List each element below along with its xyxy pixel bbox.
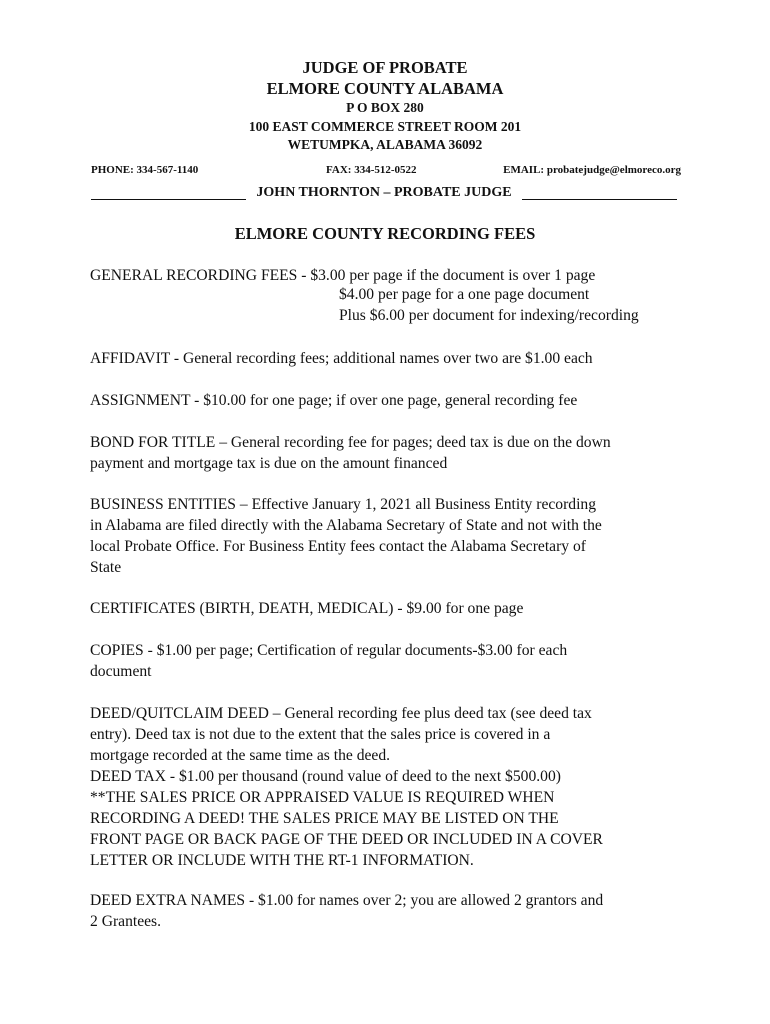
deed-notice-line: LETTER OR INCLUDE WITH THE RT-1 INFORMATION. bbox=[90, 852, 474, 869]
business-line: in Alabama are filed directly with the Alabama Secretary of State and not with the bbox=[90, 517, 602, 534]
business-section bbox=[90, 494, 690, 578]
bond-line: BOND FOR TITLE – General recording fee for pages; deed tax is due on the down bbox=[90, 434, 611, 451]
copies-line: COPIES - $1.00 per page; Certification of regular documents-$3.00 for each bbox=[90, 642, 568, 659]
deed-section bbox=[90, 703, 690, 871]
deed-tax-line: DEED TAX - $1.00 per thousand (round value of deed to the next $500.00) bbox=[90, 768, 561, 785]
general-fees-line: $4.00 per page for a one page document bbox=[339, 286, 590, 303]
city-address: WETUMPKA, ALABAMA 36092 bbox=[287, 137, 483, 152]
bond-line: payment and mortgage tax is due on the amount financed bbox=[90, 455, 448, 472]
contact-row bbox=[91, 164, 681, 180]
deed-line: mortgage recorded at the same time as the deed. bbox=[90, 747, 391, 764]
deed-notice-line: FRONT PAGE OR BACK PAGE OF THE DEED OR INCLUDED IN A COVER bbox=[90, 831, 603, 848]
page-title: ELMORE COUNTY RECORDING FEES bbox=[234, 224, 536, 243]
judge-name: JOHN THORNTON – PROBATE JUDGE bbox=[256, 185, 512, 200]
copies-section bbox=[90, 640, 690, 682]
business-line: BUSINESS ENTITIES – Effective January 1, 2021 all Business Entity recording bbox=[90, 496, 596, 513]
county-title: ELMORE COUNTY ALABAMA bbox=[266, 79, 504, 98]
extra-names-line: 2 Grantees. bbox=[90, 913, 162, 930]
deed-line: DEED/QUITCLAIM DEED – General recording fee plus deed tax (see deed tax bbox=[90, 705, 592, 722]
general-fees-line: GENERAL RECORDING FEES - $3.00 per page if the document is over 1 page bbox=[90, 267, 596, 284]
certificates-section bbox=[90, 598, 690, 619]
extra-names-line: DEED EXTRA NAMES - $1.00 for names over 2; you are allowed 2 grantors and bbox=[90, 892, 604, 909]
general-fees-section bbox=[90, 265, 690, 286]
deed-line: entry). Deed tax is not due to the extent that the sales price is covered in a bbox=[90, 726, 551, 743]
business-line: local Probate Office. For Business Entity fees contact the Alabama Secretary of bbox=[90, 538, 586, 555]
general-fees-line: Plus $6.00 per document for indexing/recording bbox=[339, 307, 639, 324]
left-rule bbox=[91, 189, 246, 200]
fax-number: FAX: 334-512-0522 bbox=[326, 164, 417, 176]
assignment-section bbox=[90, 390, 690, 411]
street-address: 100 EAST COMMERCE STREET ROOM 201 bbox=[248, 119, 522, 134]
extra-names-section bbox=[90, 890, 690, 932]
judge-line bbox=[91, 183, 677, 203]
deed-notice-line: RECORDING A DEED! THE SALES PRICE MAY BE LISTED ON THE bbox=[90, 810, 559, 827]
office-title: JUDGE OF PROBATE bbox=[302, 58, 468, 77]
copies-line: document bbox=[90, 663, 152, 680]
email-address: EMAIL: probatejudge@elmoreco.org bbox=[503, 164, 681, 176]
right-rule bbox=[522, 189, 677, 200]
business-line: State bbox=[90, 559, 122, 576]
phone-number: PHONE: 334-567-1140 bbox=[91, 164, 199, 176]
assignment-text: ASSIGNMENT - $10.00 for one page; if over one page, general recording fee bbox=[90, 392, 578, 409]
po-box: P O BOX 280 bbox=[346, 100, 424, 115]
affidavit-text: AFFIDAVIT - General recording fees; additional names over two are $1.00 each bbox=[90, 350, 593, 367]
certificates-text: CERTIFICATES (BIRTH, DEATH, MEDICAL) - $9.00 for one page bbox=[90, 600, 524, 617]
deed-notice-line: **THE SALES PRICE OR APPRAISED VALUE IS REQUIRED WHEN bbox=[90, 789, 555, 806]
bond-section bbox=[90, 432, 690, 474]
affidavit-section bbox=[90, 348, 690, 369]
